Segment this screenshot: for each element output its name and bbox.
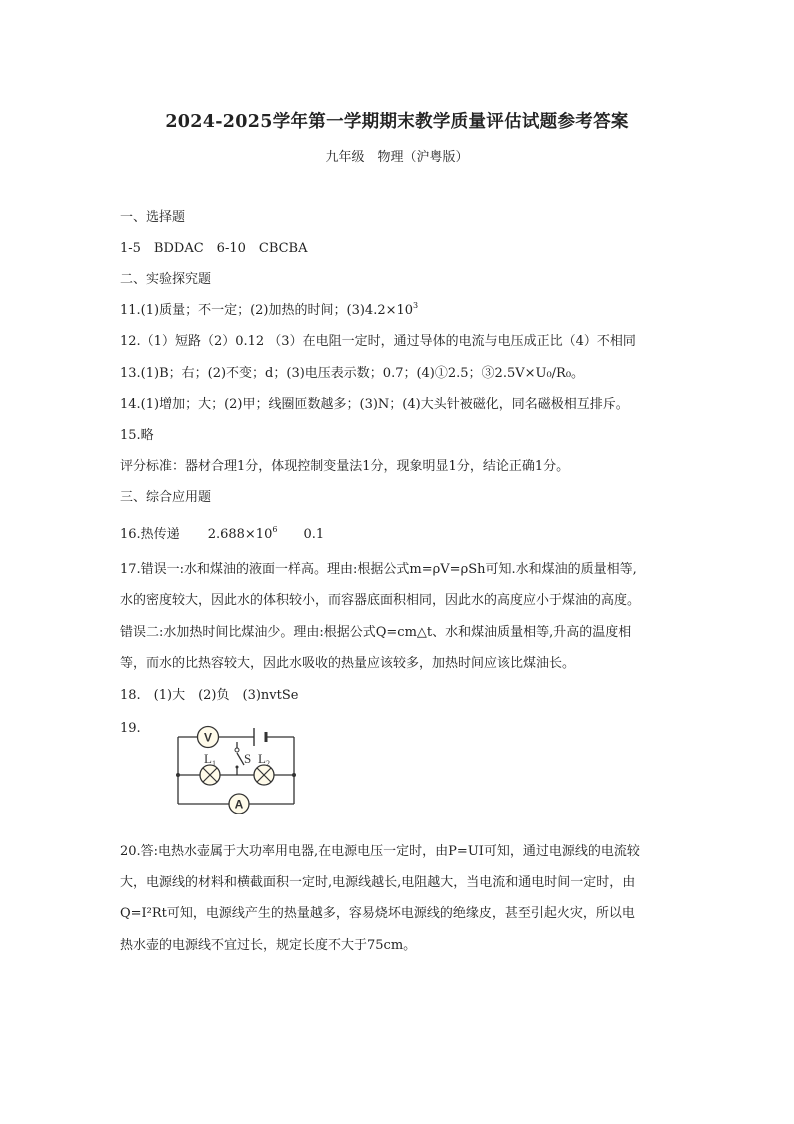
answer-20-line-4: 热水壶的电源线不宜过长，规定长度不大于75cm。 <box>120 938 417 953</box>
lamp-2-label: $L_2$ <box>258 751 270 768</box>
answer-20-line-3: Q=I²Rt可知，电源线产生的热量越多，容易烧坏电源线的绝缘皮，甚至引起火灾，所以电 <box>120 906 635 921</box>
section-heading-application: 三、综合应用题 <box>120 490 212 505</box>
answer-17-line-3: 错误二:水加热时间比煤油少。理由:根据公式Q=cm△t、水和煤油质量相等,升高的温度相 <box>120 625 632 640</box>
page-title: 2024-2025学年第一学期期末教学质量评估试题参考答案 <box>165 112 629 132</box>
page-subtitle: 九年级 物理（沪粤版） <box>325 150 469 165</box>
answer-17-line-1: 17.错误一:水和煤油的液面一样高。理由:根据公式m=ρV=ρSh可知.水和煤油的质量相等, <box>120 562 637 577</box>
voltmeter-label: V <box>203 730 213 745</box>
answer-12: 12.（1）短路（2）0.12 （3）在电阻一定时，通过导体的电流与电压成正比（4）不相同 <box>120 334 636 349</box>
answer-1-10: 1-5 BDDAC 6-10 CBCBA <box>120 241 308 256</box>
section-heading-experiment: 二、实验探究题 <box>120 272 212 287</box>
answer-11-text: 11.(1)质量；不一定；(2)加热的时间；(3)4.2×10 <box>120 303 414 318</box>
lamp-2-symbol <box>254 765 274 785</box>
answer-15: 15.略 <box>120 428 154 443</box>
lamp-1-label: $L_1$ <box>204 751 216 768</box>
junction-dot-left <box>176 773 180 777</box>
switch-contact-bottom <box>236 766 239 769</box>
answer-14: 14.(1)增加；大；(2)甲；线圈匝数越多；(3)N；(4)大头针被磁化，同名磁极相互排斥。 <box>120 397 629 412</box>
voltmeter-symbol <box>198 727 219 748</box>
switch-contact-top <box>235 748 239 752</box>
answer-20-line-2: 大，电源线的材料和横截面积一定时,电源线越长,电阻越大，当电流和通电时间一定时，由 <box>120 875 636 890</box>
answer-16-text: 16.热传递 <box>120 527 180 542</box>
lamp-1-symbol <box>200 765 220 785</box>
answer-13: 13.(1)B；右；(2)不变；d；(3)电压表示数；0.7；(4)①2.5；③2.5V×U₀/R₀。 <box>120 366 585 381</box>
section-heading-choice: 一、选择题 <box>120 210 186 225</box>
answer-17-line-2: 水的密度较大，因此水的体积较小，而容器底面积相同，因此水的高度应小于煤油的高度。 <box>120 593 641 608</box>
scoring-standard: 评分标准：器材合理1分，体现控制变量法1分，现象明显1分，结论正确1分。 <box>120 459 570 474</box>
answer-19-label: 19. <box>120 721 141 736</box>
circuit-diagram <box>170 716 302 814</box>
ammeter-label: A <box>234 797 244 812</box>
answer-17-line-4: 等，而水的比热容较大，因此水吸收的热量应该较多，加热时间应该比煤油长。 <box>120 656 576 671</box>
switch-label: S <box>244 751 252 766</box>
answer-16-value: 2.688×10 <box>207 527 273 542</box>
answer-16-ratio: 0.1 <box>303 527 325 542</box>
answer-11 <box>120 302 418 320</box>
answer-18: 18. (1)大 (2)负 (3)nvtSe <box>120 688 299 703</box>
answer-20-line-1: 20.答:电热水壶属于大功率用电器,在电源电压一定时，由P=UI可知，通过电源线的电流较 <box>120 844 640 859</box>
junction-dot-right <box>292 773 296 777</box>
ammeter-symbol <box>229 794 249 814</box>
answer-11-exponent: 3 <box>413 301 419 310</box>
answer-16-exponent: 6 <box>272 525 278 534</box>
answer-16 <box>120 526 324 544</box>
